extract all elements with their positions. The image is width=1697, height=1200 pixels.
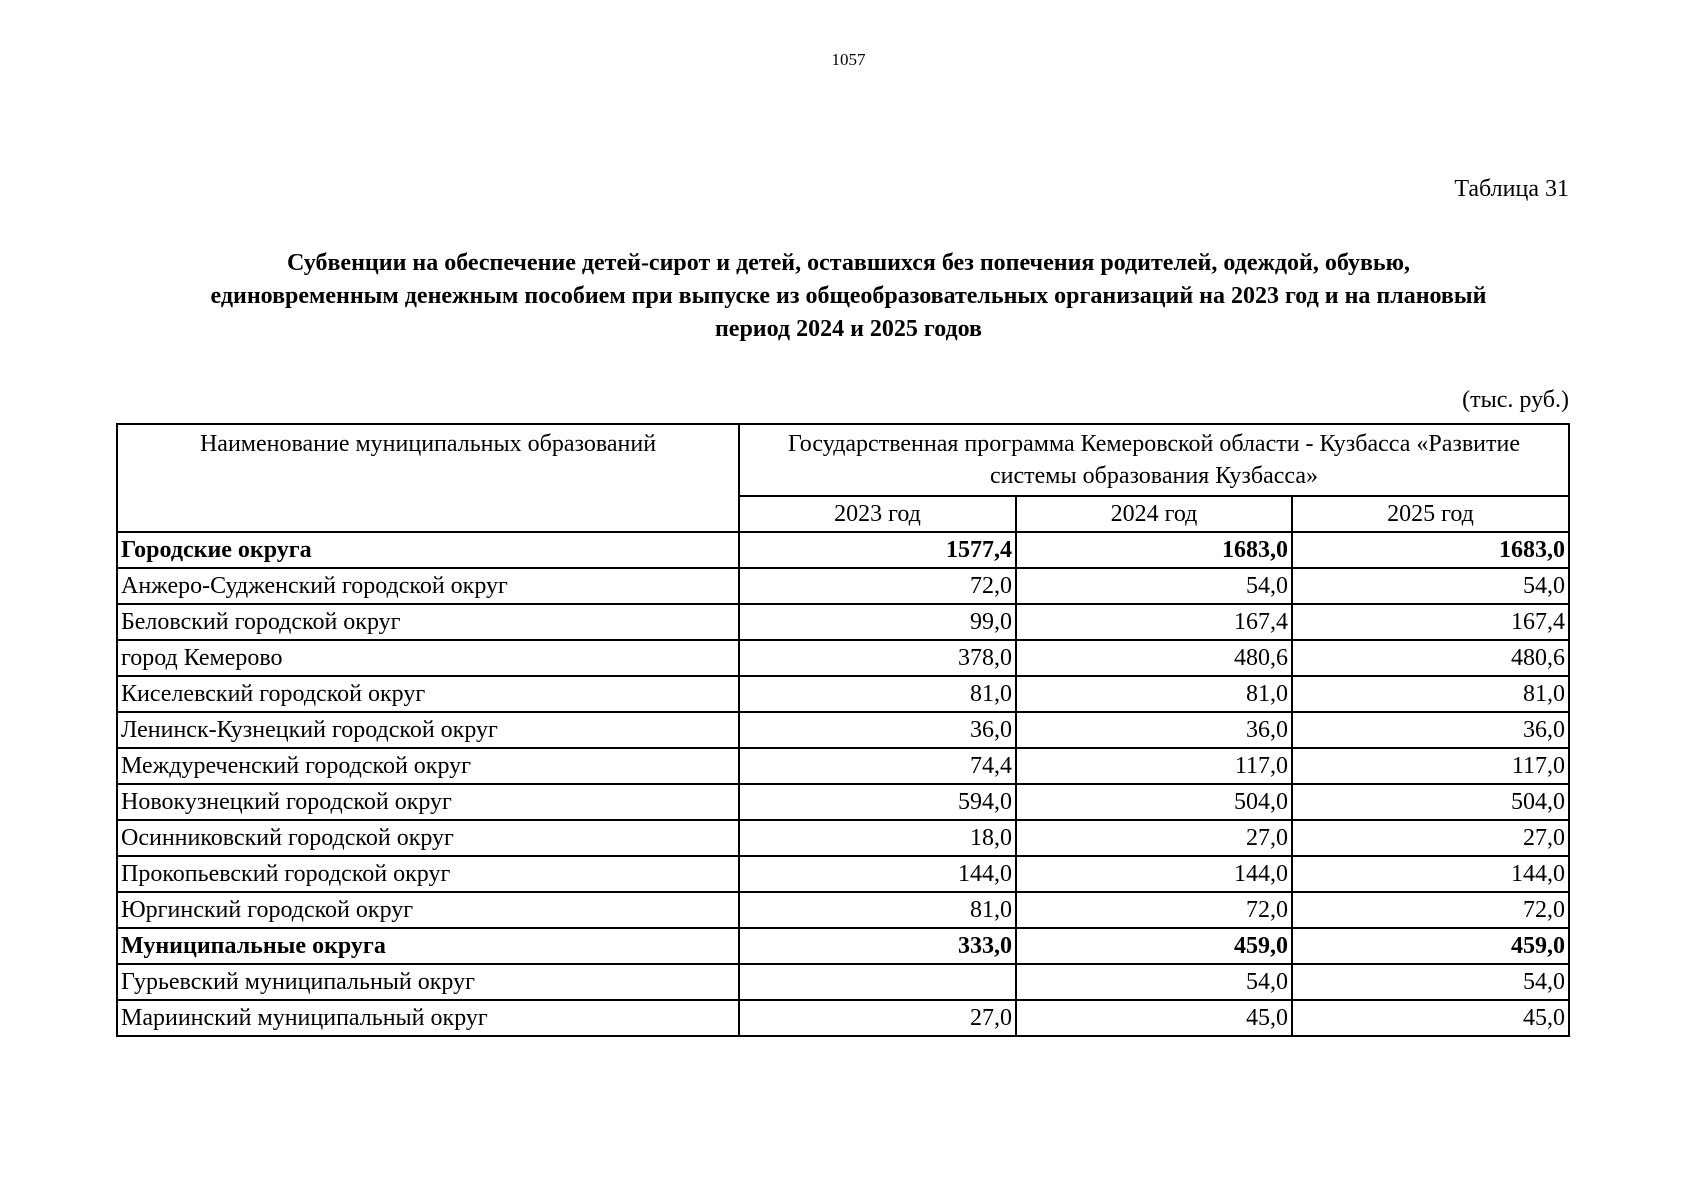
table-row [117,856,1569,892]
title-line-2: единовременным денежным пособием при выпуске из общеобразовательных организаций на 2023 год и на плановый [210,283,1487,309]
table-row [117,892,1569,928]
value-2023-cell: 72,0 [739,568,1016,604]
program-header: Государственная программа Кемеровской области - Кузбасса «Развитие системы образования Кузбасса» [739,424,1569,496]
value-2024-cell: 54,0 [1016,568,1292,604]
value-2025-cell: 459,0 [1292,928,1569,964]
value-2024-cell: 81,0 [1016,676,1292,712]
municipality-name-cell: Гурьевский муниципальный округ [117,964,739,1000]
table-row [117,1000,1569,1036]
value-2024-cell: 167,4 [1016,604,1292,640]
value-2023-cell: 74,4 [739,748,1016,784]
value-2025-cell: 1683,0 [1292,532,1569,568]
value-2023-cell: 36,0 [739,712,1016,748]
table-row [117,712,1569,748]
value-2024-cell: 504,0 [1016,784,1292,820]
value-2024-cell: 117,0 [1016,748,1292,784]
value-2023-cell: 1577,4 [739,532,1016,568]
subsidies-table [116,423,1570,1037]
municipality-name-cell: Юргинский городской округ [117,892,739,928]
value-2024-cell: 1683,0 [1016,532,1292,568]
value-2023-cell [739,964,1016,1000]
table-row [117,964,1569,1000]
value-2023-cell: 378,0 [739,640,1016,676]
municipality-name-cell: Мариинский муниципальный округ [117,1000,739,1036]
table-row [117,604,1569,640]
table-row [117,820,1569,856]
table-row [117,784,1569,820]
value-2024-cell: 459,0 [1016,928,1292,964]
municipality-name-header: Наименование муниципальных образований [117,424,739,532]
municipality-name-cell: Междуреченский городской округ [117,748,739,784]
value-2025-cell: 144,0 [1292,856,1569,892]
value-2023-cell: 144,0 [739,856,1016,892]
value-2025-cell: 167,4 [1292,604,1569,640]
table-row [117,676,1569,712]
value-2023-cell: 27,0 [739,1000,1016,1036]
municipality-name-cell: Киселевский городской округ [117,676,739,712]
value-2025-cell: 54,0 [1292,964,1569,1000]
municipality-name-cell: Анжеро-Судженский городской округ [117,568,739,604]
header-row [117,424,1569,496]
year-header-2023: 2023 год [739,496,1016,532]
title-line-3: период 2024 и 2025 годов [714,316,983,342]
municipality-name-cell: Осинниковский городской округ [117,820,739,856]
year-header-2025: 2025 год [1292,496,1569,532]
table-row [117,568,1569,604]
units-label: (тыс. руб.) [1462,387,1569,413]
municipality-name-cell: Городские округа [117,532,739,568]
value-2024-cell: 144,0 [1016,856,1292,892]
value-2025-cell: 72,0 [1292,892,1569,928]
table-group-row [117,532,1569,568]
value-2023-cell: 333,0 [739,928,1016,964]
value-2024-cell: 54,0 [1016,964,1292,1000]
table-group-row [117,928,1569,964]
value-2025-cell: 480,6 [1292,640,1569,676]
municipality-name-cell: Ленинск-Кузнецкий городской округ [117,712,739,748]
municipality-name-cell: Прокопьевский городской округ [117,856,739,892]
value-2025-cell: 45,0 [1292,1000,1569,1036]
value-2024-cell: 27,0 [1016,820,1292,856]
value-2025-cell: 504,0 [1292,784,1569,820]
value-2025-cell: 117,0 [1292,748,1569,784]
table-row [117,748,1569,784]
value-2024-cell: 480,6 [1016,640,1292,676]
value-2023-cell: 18,0 [739,820,1016,856]
page-number: 1057 [831,50,866,69]
municipality-name-cell: Муниципальные округа [117,928,739,964]
municipality-name-cell: Беловский городской округ [117,604,739,640]
value-2023-cell: 594,0 [739,784,1016,820]
value-2024-cell: 45,0 [1016,1000,1292,1036]
municipality-name-cell: город Кемерово [117,640,739,676]
value-2025-cell: 54,0 [1292,568,1569,604]
table-body [117,532,1569,1036]
value-2024-cell: 72,0 [1016,892,1292,928]
title-line-1: Субвенции на обеспечение детей-сирот и детей, оставшихся без попечения родителей, одеждой, обувью, [287,250,1410,276]
year-header-2024: 2024 год [1016,496,1292,532]
municipality-name-cell: Новокузнецкий городской округ [117,784,739,820]
table-label: Таблица 31 [1454,176,1569,202]
value-2023-cell: 81,0 [739,676,1016,712]
document-title [120,247,1577,346]
value-2025-cell: 36,0 [1292,712,1569,748]
value-2023-cell: 99,0 [739,604,1016,640]
value-2023-cell: 81,0 [739,892,1016,928]
value-2025-cell: 81,0 [1292,676,1569,712]
value-2025-cell: 27,0 [1292,820,1569,856]
table-row [117,640,1569,676]
value-2024-cell: 36,0 [1016,712,1292,748]
